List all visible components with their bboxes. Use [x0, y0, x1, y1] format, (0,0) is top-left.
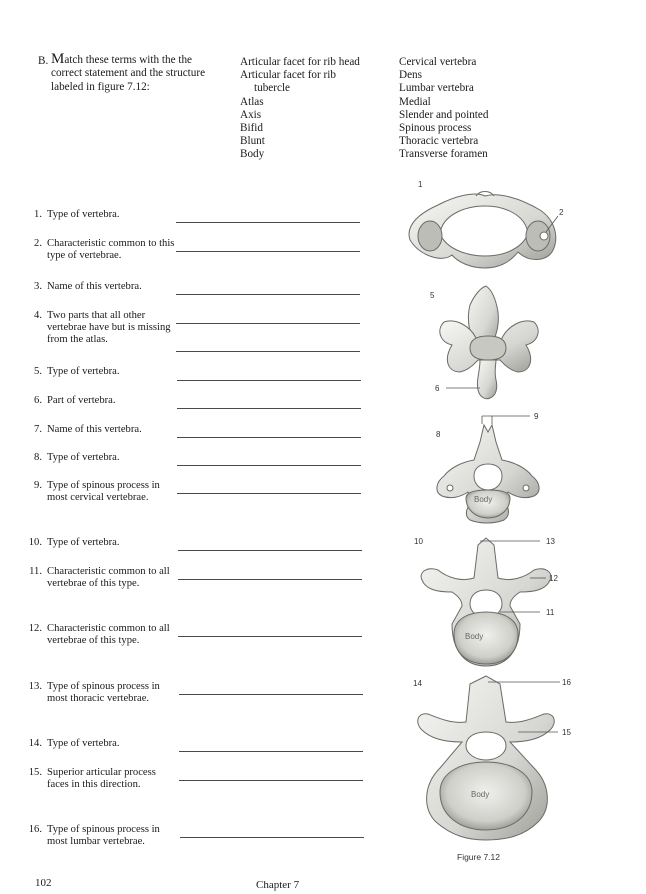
question-12: 12. Characteristic common to all vertebrae of this type. [28, 623, 170, 647]
lumbar-vertebra-illustration [418, 676, 555, 840]
figure-label-15: 15 [562, 728, 571, 737]
question-3: 3. Name of this vertebra. [34, 281, 142, 292]
figure-label-14: 14 [413, 679, 422, 688]
question-2: 2. Characteristic common to this type of vertebrae. [34, 238, 175, 262]
thoracic-vertebra-illustration [421, 538, 551, 666]
section-letter: B. [38, 55, 49, 67]
figure-label-1: 1 [418, 180, 423, 189]
figure-caption: Figure 7.12 [457, 852, 500, 862]
cervical-vertebra-illustration [437, 425, 539, 523]
question-8: 8. Type of vertebra. [34, 452, 120, 463]
figure-label-8: 8 [436, 430, 441, 439]
figure-label-6: 6 [435, 384, 440, 393]
drop-cap: M [51, 51, 65, 67]
term-item: Bifid [240, 122, 263, 135]
axis-illustration [440, 286, 538, 399]
term-item: Articular facet for rib head [240, 56, 360, 68]
term-item: Articular facet for rib [240, 69, 336, 82]
question-9: 9. Type of spinous process in most cervical vertebrae. [34, 480, 160, 504]
term-item: Spinous process [399, 122, 472, 135]
question-4: 4. Two parts that all other vertebrae have but is missing from the atlas. [34, 310, 171, 346]
question-11: 11. Characteristic common to all vertebrae of this type. [29, 566, 170, 590]
term-item: Dens [399, 69, 422, 82]
term-item: Thoracic vertebra [399, 135, 479, 148]
body-label-thoracic: Body [465, 632, 484, 641]
term-item: Atlas [240, 95, 264, 108]
term-item: Blunt [240, 135, 265, 148]
question-13: 13. Type of spinous process in most thoracic vertebrae. [28, 681, 160, 705]
question-14: 14. Type of vertebra. [28, 738, 120, 749]
term-item: Cervical vertebra [399, 56, 477, 68]
term-item: tubercle [254, 82, 291, 95]
question-5: 5. Type of vertebra. [34, 366, 120, 377]
figure-label-16: 16 [562, 678, 571, 687]
page-number: 102 [35, 877, 52, 889]
body-label-cervical: Body [474, 495, 493, 504]
term-item: Slender and pointed [399, 108, 489, 121]
figure-label-2: 2 [559, 208, 564, 217]
body-label-lumbar: Body [471, 790, 490, 799]
question-16: 16. Type of spinous process in most lumbar vertebrae. [28, 824, 160, 848]
question-6: 6. Part of vertebra. [34, 395, 116, 406]
chapter-label: Chapter 7 [256, 879, 300, 891]
question-1: 1. Type of vertebra. [34, 209, 120, 220]
figure-label-10: 10 [414, 537, 423, 546]
atlas-illustration [409, 192, 556, 269]
figure-label-9: 9 [534, 412, 539, 421]
figure-label-5: 5 [430, 291, 435, 300]
term-item: Transverse foramen [399, 148, 488, 161]
instruction-text: atch these terms with the the correct statement and the structure labeled in figure 7.12: [51, 54, 206, 93]
question-7: 7. Name of this vertebra. [34, 424, 142, 435]
term-item: Lumbar vertebra [399, 82, 474, 95]
term-item: Medial [399, 95, 431, 108]
figure-label-11: 11 [546, 608, 555, 617]
term-item: Axis [240, 108, 262, 121]
term-item: Body [240, 148, 265, 161]
question-15: 15. Superior articular process faces in this direction. [28, 767, 156, 791]
question-10: 10. Type of vertebra. [28, 537, 120, 548]
figure-label-12: 12 [549, 574, 558, 583]
figure-label-13: 13 [546, 537, 555, 546]
